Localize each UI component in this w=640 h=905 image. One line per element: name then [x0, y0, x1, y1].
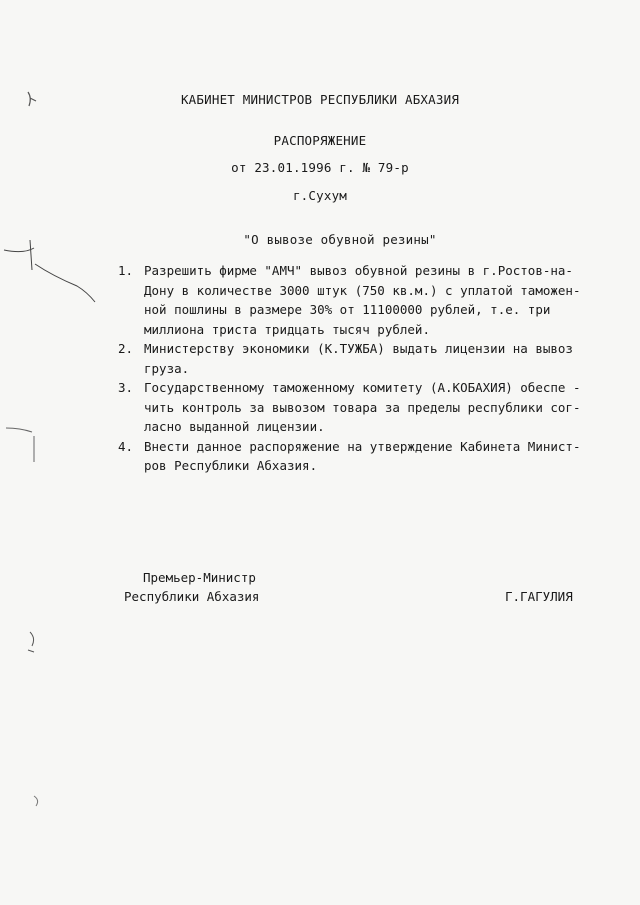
item-line: Министерству экономики (К.ТУЖБА) выдать лицензии на вывоз — [144, 341, 573, 356]
item-line: Разрешить фирме "АМЧ" вывоз обувной резины в г.Ростов-на- — [144, 263, 573, 278]
order-item — [118, 261, 600, 339]
item-number: 2. — [118, 341, 134, 356]
order-item — [118, 378, 600, 437]
item-line: ной пошлины в размере 30% от 11100000 рублей, т.е. три — [144, 302, 551, 317]
signatory-name: Г.ГАГУЛИЯ — [505, 589, 573, 604]
order-items — [118, 261, 600, 476]
order-item — [118, 339, 600, 378]
order-item — [118, 437, 600, 476]
item-line: груза. — [144, 360, 190, 376]
item-line: ров Республики Абхазия. — [144, 458, 318, 473]
signatory-title-line1: Премьер-Министр — [143, 570, 256, 585]
item-line: чить контроль за вывозом товара за пределы республики сог- — [144, 399, 581, 415]
item-number: 3. — [118, 380, 134, 395]
item-line: Дону в количестве 3000 штук (750 кв.м.) с уплатой таможен- — [144, 282, 581, 298]
document-title: КАБИНЕТ МИНИСТРОВ РЕСПУБЛИКИ АБХАЗИЯ — [180, 92, 460, 107]
item-number: 1. — [118, 263, 134, 278]
document-subject: "О вывозе обувной резины" — [243, 232, 437, 247]
item-line: ласно выданной лицензии. — [144, 419, 325, 434]
item-line: миллиона триста тридцать тысяч рублей. — [144, 321, 430, 337]
item-number: 4. — [118, 438, 134, 454]
document-city: г.Сухум — [292, 188, 348, 203]
item-line: Государственному таможенному комитету (А.КОБАХИЯ) обеспе - — [144, 380, 581, 395]
signatory-title-line2: Республики Абхазия — [124, 589, 260, 604]
document-type: РАСПОРЯЖЕНИЕ — [273, 133, 367, 148]
item-line: Внести данное распоряжение на утверждение Кабинета Минист- — [144, 438, 581, 454]
document-date: от 23.01.1996 г. № 79-р — [231, 160, 409, 175]
